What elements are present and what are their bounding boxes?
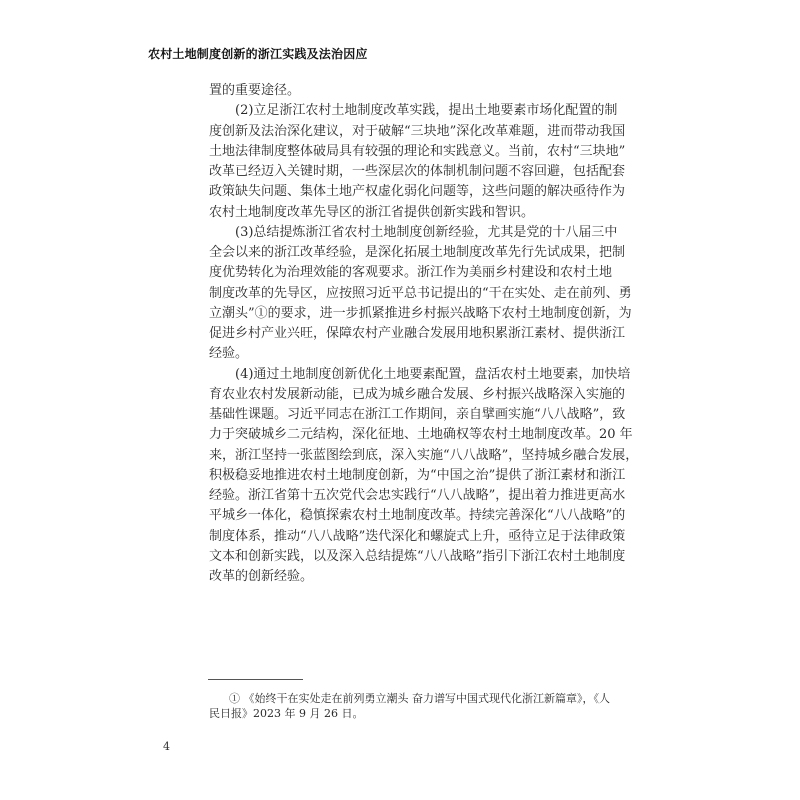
- body-text: [209, 81, 639, 587]
- text-line: 农村土地制度改革先导区的浙江省提供创新实践和智识。: [209, 204, 535, 220]
- text-line: 积极稳妥地推进农村土地制度创新，为“中国之治”提供了浙江素材和浙江: [209, 467, 626, 483]
- text-line: (2)立足浙江农村土地制度改革实践，提出土地要素市场化配置的制: [235, 103, 618, 119]
- page-number: 4: [163, 740, 170, 753]
- text-line: 土地法律制度整体破局具有较强的理论和实践意义。当前，农村“三块地”: [209, 143, 626, 159]
- text-line: 度优势转化为治理效能的客观要求。浙江作为美丽乡村建设和农村土地: [209, 265, 613, 281]
- text-line: 改革已经迈入关键时期，一些深层次的体制机制问题不容回避，包括配套: [209, 164, 626, 179]
- text-line: 基础性课题。习近平同志在浙江工作期间，亲自擘画实施“八八战略”，致: [209, 407, 626, 422]
- text-line: 力于突破城乡二元结构，深化征地、土地确权等农村土地制度改革。20 年: [209, 427, 633, 443]
- footnote: [209, 691, 610, 721]
- text-line: 制度体系，推动“八八战略”迭代深化和螺旋式上升，亟待立足于法律政策: [209, 528, 626, 544]
- text-line: 度创新及法治深化建议，对于破解“三块地”深化改革难题，进而带动我国: [209, 123, 626, 139]
- footnote-line: ① 《始终干在实处走在前列勇立潮头 奋力谱写中国式现代化浙江新篇章》，《人: [229, 692, 610, 705]
- text-line: 全会以来的浙江改革经验，是深化拓展土地制度改革先行先试成果，把制: [209, 245, 626, 260]
- paragraph: [209, 81, 589, 101]
- paragraph: [209, 365, 639, 588]
- text-line: (4)通过土地制度创新优化土地要素配置，盘活农村土地要素，加快培: [235, 366, 631, 382]
- paragraph: [209, 223, 632, 365]
- text-line: 来，浙江坚持一张蓝图绘到底，深入实施“八八战略”，坚持城乡融合发展，: [209, 447, 639, 463]
- text-line: 改革的创新经验。: [209, 569, 314, 584]
- text-line: 政策缺失问题、集体土地产权虚化弱化问题等，这些问题的解决亟待作为: [209, 184, 626, 200]
- running-head: 农村土地制度创新的浙江实践及法治因应: [148, 47, 368, 61]
- text-line: 平城乡一体化，稳慎探索农村土地制度改革。持续完善深化“八八战略”的: [209, 508, 626, 524]
- paragraph: [209, 101, 626, 223]
- text-line: 立潮头”①的要求，进一步抓紧推进乡村振兴战略下农村土地制度创新，为: [209, 305, 632, 321]
- text-line: 置的重要途径。: [209, 83, 301, 98]
- text-line: (3)总结提炼浙江省农村土地制度创新经验，尤其是党的十八届三中: [235, 224, 618, 240]
- text-line: 文本和创新实践，以及深入总结提炼“八八战略”指引下浙江农村土地制度: [209, 548, 626, 564]
- text-line: 制度改革的先导区，应按照习近平总书记提出的“干在实处、走在前列、勇: [209, 285, 632, 301]
- text-line: 经验。浙江省第十五次党代会忠实践行“八八战略”，提出着力推进更高水: [209, 488, 626, 503]
- text-line: 育农业农村发展新动能，已成为城乡融合发展、乡村振兴战略深入实施的: [209, 386, 626, 402]
- footnote-line: 民日报》2023 年 9 月 26 日。: [209, 707, 364, 720]
- footnote-divider: [208, 679, 303, 680]
- text-line: 促进乡村产业兴旺，保障农村产业融合发展用地积累浙江素材、提供浙江: [209, 326, 626, 341]
- text-line: 经验。: [209, 346, 249, 362]
